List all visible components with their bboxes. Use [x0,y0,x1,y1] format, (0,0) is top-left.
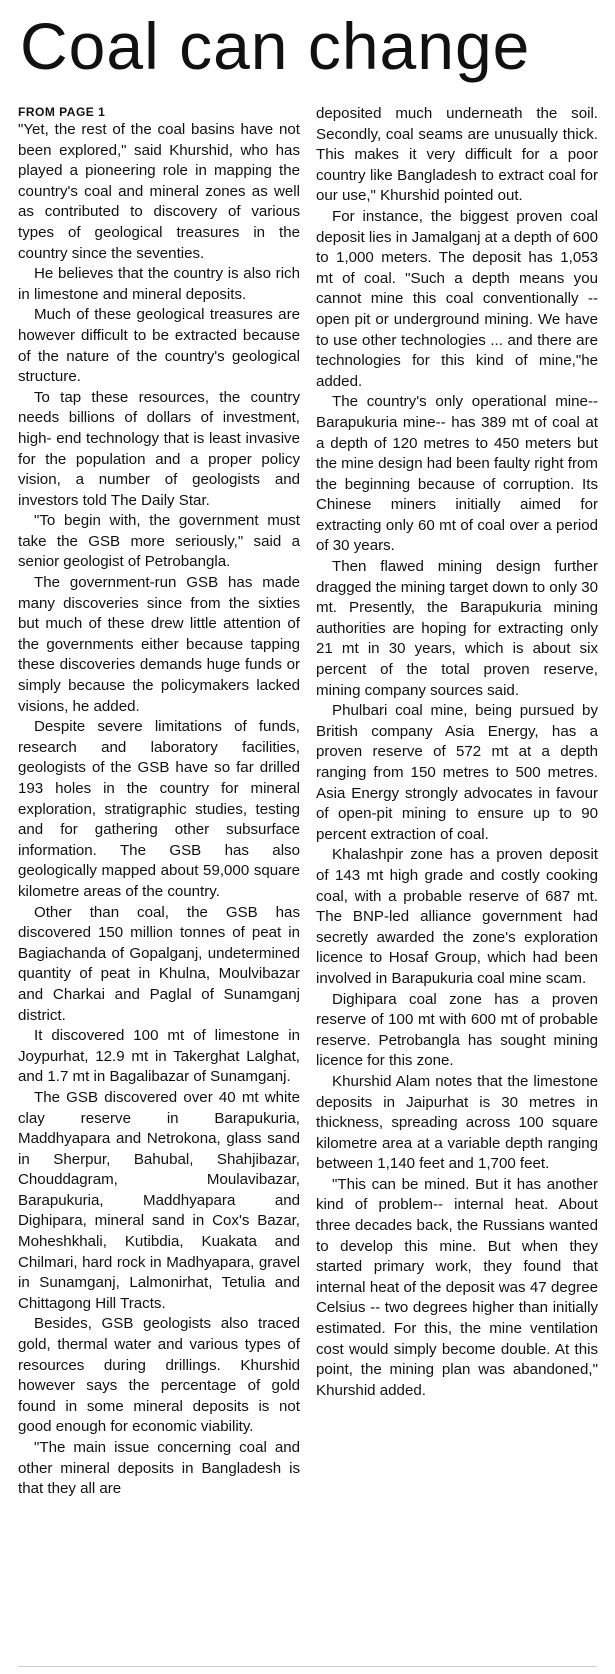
paragraph: Other than coal, the GSB has discovered 150 million tonnes of peat in Bagiachanda of Gopalganj, undetermined quantity of peat in Khulna, Moulvibazar and Charkai and Paglal of Sunamganj district. [18,903,300,1024]
paragraph: Khalashpir zone has a proven deposit of 143 mt high grade and costly cooking coal, with a probable reserve of 687 mt. The BNP-led alliance government had secretly awarded the zone's exploration licence to Hosaf Group, which had been involved in Barapukuria coal mine scam. [316,846,598,987]
paragraph: The government-run GSB has made many discoveries since from the sixties but much of these drew little attention of the governments either because tapping these discoveries demands huge funds or simply because the policymakers lacked visions, he added. [18,574,300,715]
from-page-label: FROM PAGE 1 [18,105,106,119]
paragraph: "This can be mined. But it has another kind of problem-- internal heat. About three decades back, the Russians wanted to develop this mine. But when they started primary work, they found that internal heat of the deposit was 47 degree Celsius -- two degrees higher than initially estimated. For this, the mine ventilation cost would simply become double. At this point, the mining plan was abandoned," Khurshid added. [316,1175,598,1399]
paragraph: Khurshid Alam notes that the limestone deposits in Jaipurhat is 30 metres in thickness, spreading across 100 square kilometre area at a variable depth ranging between 1,140 feet and 1,700 feet. [316,1072,598,1173]
paragraph: Besides, GSB geologists also traced gold, thermal water and various types of resources during drillings. Khurshid however says the percentage of gold found in some mineral deposits is not good enough for economic viability. [18,1315,300,1436]
paragraph: The country's only operational mine-- Barapukuria mine-- has 389 mt of coal at a depth of 120 metres to 450 meters but the mine design had been faulty right from the beginning because of corruption. Its Chinese miners initially aimed for extracting only 60 mt of coal over a period of 30 years. [316,393,598,555]
paragraph: For instance, the biggest proven coal deposit lies in Jamalganj at a depth of 600 to 1,000 meters. The deposit has 1,053 mt of coal. "Such a depth means you cannot mine this coal conventionally -- open pit or underground mining. We have to use other technologies ... and there are technologies for this kind of mine,"he added. [316,207,598,390]
bottom-divider [18,1666,597,1667]
paragraph: It discovered 100 mt of limestone in Joypurhat, 12.9 mt in Takerghat Lalghat, and 1.7 mt in Bagalibazar of Sunamganj. [18,1027,300,1086]
left-column [18,104,300,1500]
headline: Coal can change [20,9,531,83]
right-column [316,104,598,1401]
paragraph: Despite severe limitations of funds, research and laboratory facilities, geologists of the GSB have so far drilled 193 holes in the country for mineral exploration, stratigraphic studies, testing and for gathering other subsurface information. The GSB has also geologically mapped about 59,000 square kilometre areas of the country. [18,718,300,900]
paragraph: Then flawed mining design further dragged the mining target down to only 30 mt. Presently, the Barapukuria mining authorities are hoping for extracting only 21 mt in 30 years, which is about six percent of the total proven reserve, mining company sources said. [316,558,598,699]
paragraph: "Yet, the rest of the coal basins have not been explored," said Khurshid, who has played a pioneering role in mapping the country's coal and mineral zones as well as contributed to discovery of various types of geological treasures in the country since the seventies. [18,121,300,262]
paragraph: "To begin with, the government must take the GSB more seriously," said a senior geologist of Petrobangla. [18,512,300,571]
paragraph: To tap these resources, the country needs billions of dollars of investment, high- end technology that is least invasive for the population and a proper policy vision, a number of geologists and investors told The Daily Star. [18,388,300,509]
paragraph: "The main issue concerning coal and other mineral deposits in Bangladesh is that they all are [18,1439,300,1498]
paragraph: Phulbari coal mine, being pursued by British company Asia Energy, has a proven reserve of 572 mt at a depth ranging from 150 metres to 500 metres. Asia Energy strongly advocates in favour of open-pit mining to ensure up to 90 percent extraction of coal. [316,702,598,843]
paragraph: He believes that the country is also rich in limestone and mineral deposits. [18,265,300,303]
paragraph: Dighipara coal zone has a proven reserve of 100 mt with 600 mt of probable reserve. Petrobangla has sought mining licence for this zone. [316,990,598,1070]
paragraph: The GSB discovered over 40 mt white clay reserve in Barapukuria, Maddhyapara and Netrokona, glass sand in Sherpur, Bahubal, Shahjibazar, Chouddagram, Moulavibazar, Barapukuria, Maddhyapara and Dighipara, mineral sand in Cox's Bazar, Moheshkhali, Kutibdia, Kuakata and Chilmari, hard rock in Madhyapara, gravel in Sunamganj, Lalmonirhat, Tetulia and Chittagong Hill Tracts. [18,1088,300,1312]
paragraph: deposited much underneath the soil. Secondly, coal seams are unusually thick. This makes it very difficult for a poor country like Bangladesh to extract coal for our use," Khurshid pointed out. [316,105,598,205]
paragraph: Much of these geological treasures are however difficult to be extracted because of the nature of the country's geological structure. [18,306,300,386]
